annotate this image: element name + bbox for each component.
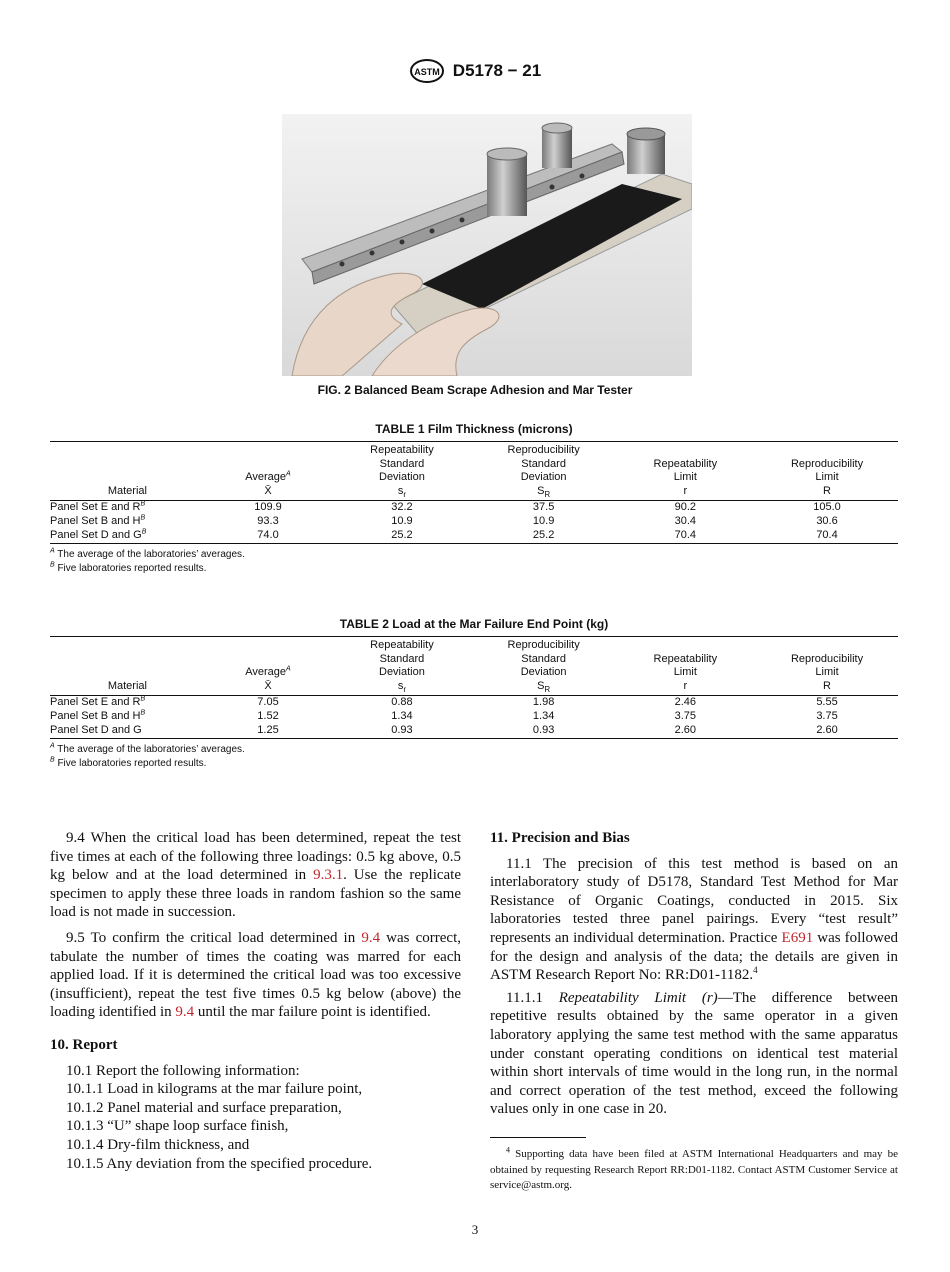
- paragraph-9-4: 9.4 When the critical load has been determined, repeat the test five times at each of the following three loadings: 0.5 kg above, 0.5 kg below and at the load determined in 9.3.1. Use the replicate specimen to apply these three loads in random fashion so the same load is not made in succession.: [50, 830, 461, 921]
- col-reproducibility-limit: Reproducibility Limit R: [756, 442, 898, 501]
- col-average: Average$^A$ X̄: [205, 442, 331, 501]
- section-heading-precision: 11. Precision and Bias: [490, 830, 630, 846]
- table-2-grid: [50, 636, 898, 739]
- paragraph-11-1: 11.1 The precision of this test method is based on an interlaboratory study of D5178, Standard Test Method for Mar Resistance of Organic Coatings, conducted in 2015. Six laboratories tested three panel pairings. Every “test result” represents an individual determination. Practice E691 was followed for the design and analysis of the data; the details are given in ASTM Research Report No: RR:D01-1182.$^4$: [490, 855, 898, 984]
- table-2-footnotes: [50, 743, 898, 771]
- list-item: 10.1.4 Dry-film thickness, and: [66, 1136, 250, 1153]
- col-repeatability-sd: Repeatability Standard Deviation $s_r$: [331, 637, 473, 696]
- table-row: Panel Set B and $H^B$ 1.52 1.34 1.34 3.75 3.75: [50, 709, 838, 723]
- table-row: Panel Set E and $R^B$ 7.05 0.88 1.98 2.46 5.55: [50, 695, 838, 709]
- col-reproducibility-sd: Reproducibility Standard Deviation $S_R$: [473, 442, 615, 501]
- table-row: Panel Set B and $H^B$ 93.3 10.9 10.9 30.4 30.6: [50, 514, 838, 528]
- col-average: Average$^A$ X̄: [205, 637, 331, 696]
- table-footnote: $^B$ Five laboratories reported results.: [50, 561, 207, 574]
- list-item: 10.1.2 Panel material and surface preparation,: [66, 1099, 342, 1116]
- col-repeatability-limit: Repeatability Limit r: [615, 637, 757, 696]
- svg-text:ASTM: ASTM: [414, 67, 440, 77]
- col-reproducibility-sd: Reproducibility Standard Deviation $S_R$: [473, 637, 615, 696]
- table-2: [50, 617, 898, 771]
- table-footnote: $^B$ Five laboratories reported results.: [50, 756, 207, 769]
- figure-caption: FIG. 2 Balanced Beam Scrape Adhesion and Mar Tester: [317, 383, 633, 397]
- mar-tester-photo: [282, 114, 692, 376]
- right-column: [490, 829, 898, 1119]
- list-item: 10.1.5 Any deviation from the specified procedure.: [66, 1155, 373, 1172]
- table-footnote: $^A$ The average of the laboratories’ averages.: [50, 547, 245, 560]
- table-row: Panel Set D and G 1.25 0.93 0.93 2.60 2.60: [50, 724, 898, 739]
- list-item: 10.1.1 Load in kilograms at the mar failure point,: [66, 1081, 363, 1098]
- list-item: 10.1 Report the following information:: [66, 1062, 300, 1079]
- table-row: Panel Set D and $G^B$ 74.0 25.2 25.2 70.4 70.4: [50, 529, 898, 544]
- footnote-divider: [490, 1137, 586, 1138]
- standard-designation: D5178 − 21: [452, 61, 542, 80]
- list-item: 10.1.3 “U” shape loop surface finish,: [66, 1118, 289, 1135]
- col-material: Material: [50, 442, 205, 501]
- table-footnote: $^A$ The average of the laboratories’ averages.: [50, 742, 245, 755]
- table-1: [50, 422, 898, 576]
- astm-logo-icon: [409, 58, 445, 84]
- table-1-title: TABLE 1 Film Thickness (microns): [375, 422, 573, 436]
- col-material: Material: [50, 637, 205, 696]
- table-1-grid: [50, 441, 898, 544]
- section-heading-report: 10. Report: [50, 1036, 118, 1053]
- practice-link[interactable]: E691: [781, 929, 814, 946]
- section-link[interactable]: 9.4: [175, 1004, 195, 1021]
- page-header: [0, 56, 950, 86]
- section-link[interactable]: 9.3.1: [313, 867, 344, 884]
- col-repeatability-limit: Repeatability Limit r: [615, 442, 757, 501]
- table-row: Panel Set E and $R^B$ 109.9 32.2 37.5 90.2 105.0: [50, 500, 841, 514]
- footnote: $^4$ Supporting data have been filed at ASTM International Headquarters and may be obtained by requesting Research Report RR:D01-1182. Contact ASTM Customer Service at service@astm.org.: [490, 1145, 898, 1191]
- section-link[interactable]: 9.4: [361, 929, 381, 946]
- table-2-title: TABLE 2 Load at the Mar Failure End Point (kg): [339, 617, 609, 631]
- left-column: [50, 829, 461, 1173]
- page-number: 3: [471, 1222, 479, 1237]
- col-reproducibility-limit: Reproducibility Limit R: [756, 637, 898, 696]
- col-repeatability-sd: Repeatability Standard Deviation $s_r$: [331, 442, 473, 501]
- table-1-footnotes: [50, 548, 898, 576]
- paragraph-9-5: 9.5 To confirm the critical load determined in 9.4 was correct, tabulate the number of times the coating was marred for each applied load. If it is determined the critical load was too excessive (insufficient), repeat the test five times 0.5 kg below (above) the loading identified in 9.4 until the mar failure point is identified.: [50, 929, 461, 1021]
- paragraph-11-1-1: 11.1.1 Repeatability Limit (r)—The difference between repetitive results obtained by the same operator in a given laboratory applying the same test method with the same apparatus under constant operating conditions on identical test material within short intervals of time would in the long run, in the normal and correct operation of the test method, exceed the following values only in one case in 20.: [490, 989, 898, 1118]
